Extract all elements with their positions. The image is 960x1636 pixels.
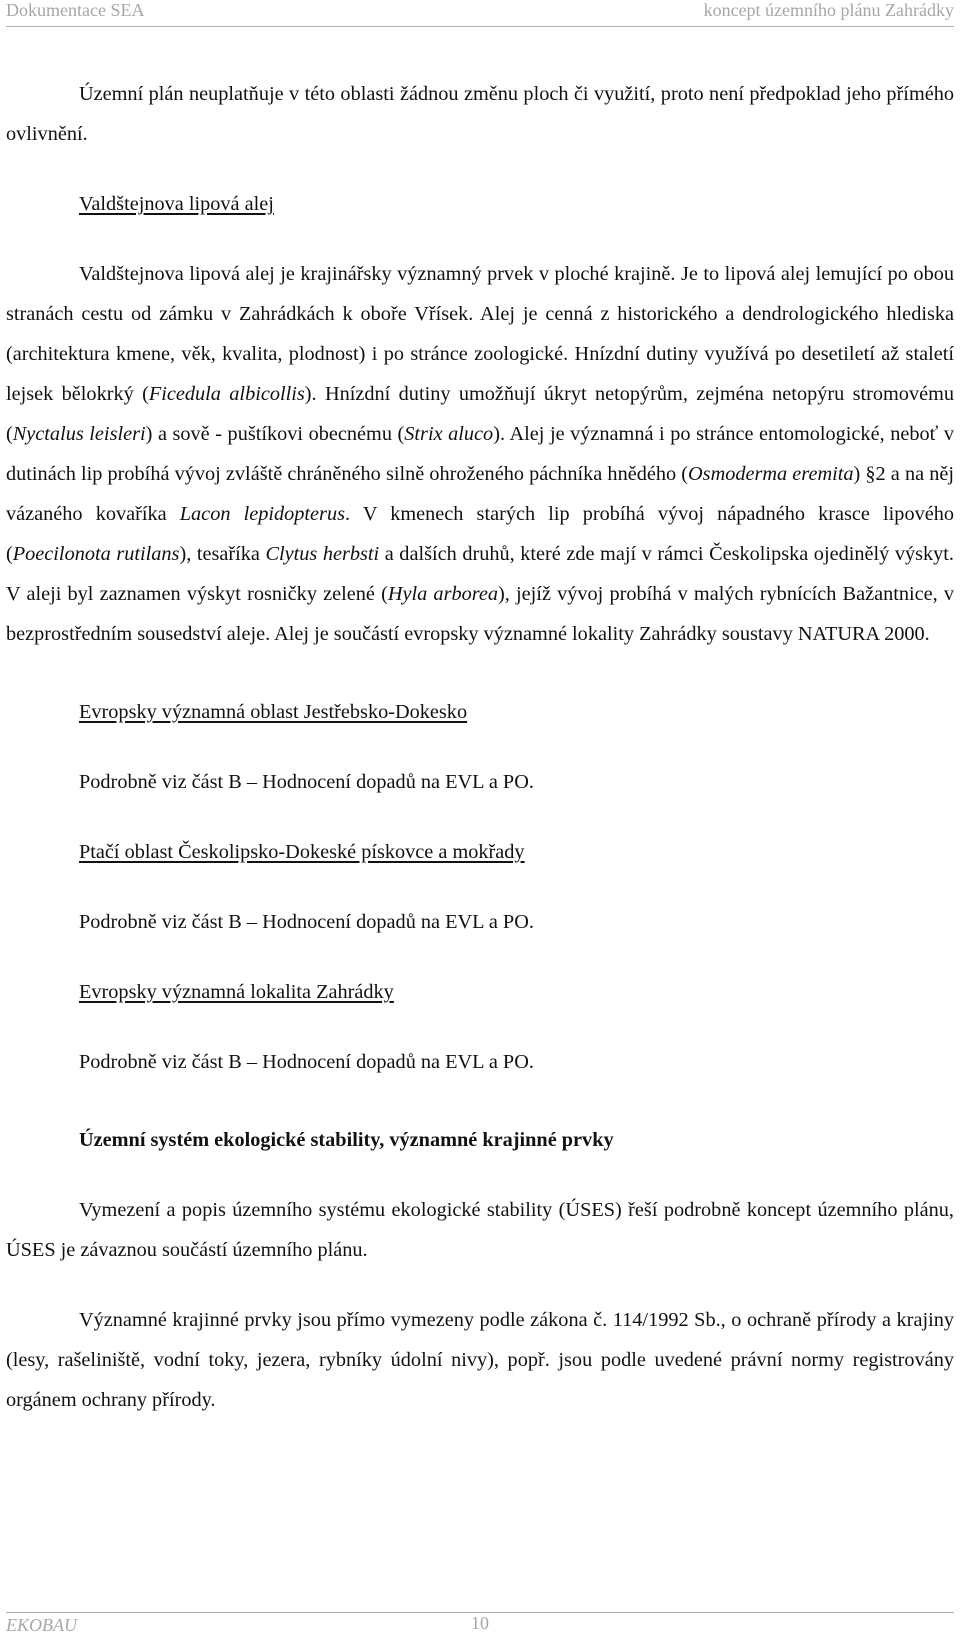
paragraph-text-segment: . V kmenech starých lip probíhá vývoj nápadného krasce lipového ( (6, 503, 955, 565)
paragraph-text-segment: ) §2 a na něj vázaného kovaříka (6, 463, 954, 525)
paragraph-text-segment: ). Alej je významná i po stránce entomologické, neboť v dutinách lip probíhá vývoj zvláště chráněného silně ohroženého páchníka hnědého ( (6, 423, 954, 485)
page-content (6, 74, 954, 1420)
paragraph-text-segment: Valdštejnova lipová alej je krajinářsky významný prvek v ploché krajině. Je to lipová alej lemující po obou stranách cestu od zámku v Zahrádkách k oboře Vřísek. Alej je cenná z historického a dendrologického hlediska (architektura kmene, věk, kvalita, plodnost) i po stránce zoologické. Hnízdní dutiny využívá po desetiletí až staletí lejsek bělokrký ( (6, 263, 954, 405)
paragraph-text-segment: ), jejíž vývoj probíhá v malých rybnících Bažantnice, v bezprostředním sousedství aleje. Alej je součástí evropsky významné lokality Zahrádky soustavy NATURA 2000. (6, 583, 955, 645)
species-name: Strix aluco (404, 423, 494, 445)
paragraph-text-segment: ). Hnízdní dutiny umožňují úkryt netopýrům, zejména netopýru stromovému ( (6, 383, 955, 445)
paragraph-text-segment: ) a sově - puštíkovi obecnému ( (145, 423, 405, 445)
reference-part-b-1: Podrobně viz část B – Hodnocení dopadů na EVL a PO. (79, 771, 534, 793)
species-name: Ficedula albicollis (148, 383, 305, 405)
heading-valdstejnova-alej: Valdštejnova lipová alej (79, 193, 274, 215)
footer-company: EKOBAU (6, 1615, 77, 1635)
heading-ptaci-oblast: Ptačí oblast Českolipsko-Dokeské pískovce a mokřady (79, 841, 525, 863)
paragraph-text-segment: ), tesaříka (179, 543, 266, 565)
paragraph-uses: Vymezení a popis územního systému ekologické stability (ÚSES) řeší podrobně koncept územního plánu, ÚSES je závaznou součástí územního plánu. (6, 1199, 954, 1261)
paragraph-no-change: Územní plán neuplatňuje v této oblasti žádnou změnu ploch či využití, proto není předpoklad jeho přímého ovlivnění. (6, 83, 954, 145)
paragraph-valdstejnova-alej (6, 254, 954, 654)
heading-evl-jestrebsko-dokesko: Evropsky významná oblast Jestřebsko-Dokesko (79, 701, 468, 723)
species-name: Clytus herbsti (265, 543, 380, 565)
species-name: Nyctalus leisleri (12, 423, 146, 445)
species-name: Hyla arborea (387, 583, 499, 605)
running-footer (6, 1612, 954, 1635)
paragraph-vkp: Významné krajinné prvky jsou přímo vymezeny podle zákona č. 114/1992 Sb., o ochraně přírody a krajiny (lesy, rašeliniště, vodní toky, jezera, rybníky údolní nivy), popř. jsou podle uvedené právní normy registrovány orgánem ochrany přírody. (6, 1309, 954, 1411)
page-number: 10 (471, 1613, 489, 1633)
species-name: Poecilonota rutilans (12, 543, 180, 565)
species-name: Osmoderma eremita (688, 463, 854, 485)
reference-part-b-2: Podrobně viz část B – Hodnocení dopadů na EVL a PO. (79, 911, 534, 933)
header-project-title: koncept územního plánu Zahrádky (703, 0, 954, 20)
reference-part-b-3: Podrobně viz část B – Hodnocení dopadů na EVL a PO. (79, 1051, 534, 1073)
running-header (6, 0, 954, 27)
header-document-title: Dokumentace SEA (6, 0, 145, 20)
paragraph-text-segment: a dalších druhů, které zde mají v rámci Českolipska ojedinělý výskyt. V aleji byl zaznamen výskyt rosničky zelené ( (6, 543, 954, 605)
heading-evl-zahradky: Evropsky významná lokalita Zahrádky (79, 981, 394, 1003)
species-name: Lacon lepidopterus (179, 503, 345, 525)
heading-uses: Územní systém ekologické stability, významné krajinné prvky (79, 1129, 614, 1151)
